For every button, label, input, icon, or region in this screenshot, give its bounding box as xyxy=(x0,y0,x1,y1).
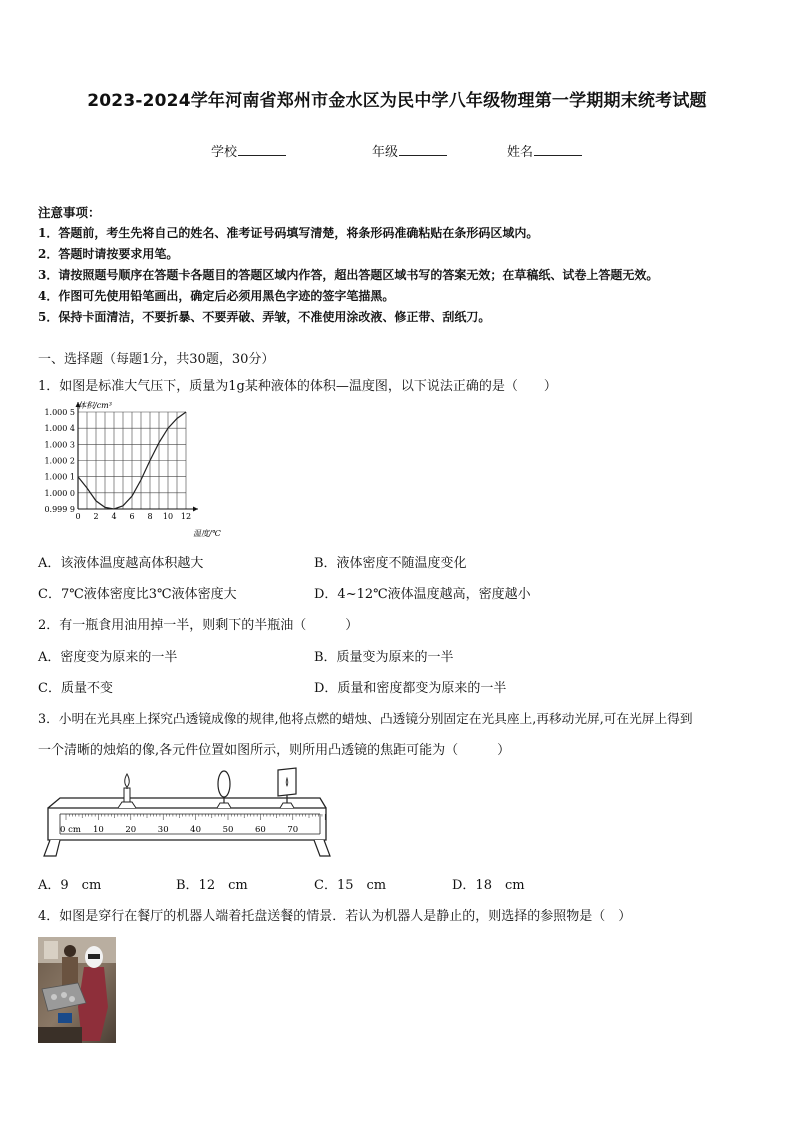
note-item: 3．请按照题号顺序在答题卡各题目的答题区域内作答，超出答题区域书写的答案无效；在草稿纸、试卷上答题无效。 xyxy=(38,268,659,282)
x-tick-label: 2 xyxy=(93,512,99,521)
name-label: 姓名 xyxy=(507,145,534,160)
grade-blank xyxy=(399,143,447,156)
q1-option-a[interactable]: A．该液体温度越高体积越大 xyxy=(38,556,204,571)
bench-scale-label: 70 xyxy=(287,825,299,835)
y-tick-label: 1.000 3 xyxy=(44,440,75,450)
x-tick-label: 12 xyxy=(180,512,192,521)
q3-option-a[interactable]: A．9 cm xyxy=(38,878,102,893)
y-tick-label: 1.000 4 xyxy=(44,424,75,434)
y-tick-label: 1.000 1 xyxy=(44,472,75,482)
q3-option-b[interactable]: B．12 cm xyxy=(176,878,248,893)
x-tick-label: 0 xyxy=(75,512,81,521)
bench-scale-label: 10 xyxy=(92,825,104,835)
q1-option-c[interactable]: C．7℃液体密度比3℃液体密度大 xyxy=(38,587,237,602)
y-tick-label: 1.000 2 xyxy=(44,456,75,466)
page-title: 2023-2024学年河南省郑州市金水区为民中学八年级物理第一学期期末统考试题 xyxy=(87,91,707,111)
x-tick-label: 8 xyxy=(147,512,153,521)
note-item: 4．作图可先使用铅笔画出，确定后必须用黑色字迹的签字笔描黑。 xyxy=(38,289,395,303)
x-tick-label: 4 xyxy=(111,512,117,521)
x-axis-label: 温度/℃ xyxy=(193,529,221,538)
note-item: 5．保持卡面清洁，不要折暴、不要弄破、弄皱，不准使用涂改液、修正带、刮纸刀。 xyxy=(38,310,491,324)
q2-option-b[interactable]: B．质量变为原来的一半 xyxy=(314,650,454,665)
y-axis-label: 体积/cm³ xyxy=(78,401,112,410)
grade-label: 年级 xyxy=(372,145,399,160)
x-tick-labels xyxy=(75,512,191,521)
optical-bench-figure xyxy=(38,766,338,862)
light-screen-icon xyxy=(278,768,296,808)
notes-heading: 注意事项： xyxy=(38,205,101,220)
x-tick-label: 10 xyxy=(162,512,174,521)
x-axis-arrow xyxy=(193,507,198,512)
q3-option-c[interactable]: C．15 cm xyxy=(314,878,387,893)
q3-option-d[interactable]: D．18 cm xyxy=(452,878,525,893)
question-3-stem-line1: 3．小明在光具座上探究凸透镜成像的规律,他将点燃的蜡烛、凸透镜分别固定在光具座上,再移动光屏,可在光屏上得到 xyxy=(38,711,693,726)
q2-option-a[interactable]: A．密度变为原来的一半 xyxy=(38,650,178,665)
y-tick-label: 1.000 5 xyxy=(44,408,75,417)
school-blank xyxy=(238,143,286,156)
y-tick-labels xyxy=(44,408,75,514)
q2-option-d[interactable]: D．质量和密度都变为原来的一半 xyxy=(314,681,507,696)
bench-scale-label: 60 xyxy=(254,825,266,835)
section-heading: 一、选择题（每题1分，共30题，30分） xyxy=(38,352,275,367)
candle-icon xyxy=(118,774,136,808)
bench-scale-label: 20 xyxy=(125,825,137,835)
y-tick-label: 0.999 9 xyxy=(44,505,75,514)
bench-scale-label: 30 xyxy=(157,825,169,835)
bench-body xyxy=(48,808,326,840)
note-item: 1．答题前，考生先将自己的姓名、准考证号码填写清楚，将条形码准确粘贴在条形码区域内。 xyxy=(38,226,539,240)
question-1-stem: 1．如图是标准大气压下，质量为1g某种液体的体积—温度图，以下说法正确的是（ ） xyxy=(38,379,557,394)
q1-option-d[interactable]: D．4~12℃液体温度越高，密度越小 xyxy=(314,587,531,602)
bench-scale-label: 40 xyxy=(190,825,202,835)
school-field xyxy=(211,141,286,160)
bench-scale-label: 0 cm xyxy=(60,825,81,835)
note-item: 2．答题时请按要求用笔。 xyxy=(38,247,179,261)
volume-temperature-chart xyxy=(38,396,238,542)
x-tick-label: 6 xyxy=(129,512,135,521)
q1-option-b[interactable]: B．液体密度不随温度变化 xyxy=(314,556,467,571)
restaurant-robot-photo xyxy=(38,937,116,1043)
bench-left-leg xyxy=(44,840,60,856)
question-3-stem-line2: 一个清晰的烛焰的像,各元件位置如图所示，则所用凸透镜的焦距可能为（ ） xyxy=(38,743,511,758)
bench-right-leg xyxy=(314,840,330,856)
grade-field xyxy=(372,141,447,160)
name-blank xyxy=(534,143,582,156)
y-tick-label: 1.000 0 xyxy=(44,488,75,498)
question-2-stem: 2．有一瓶食用油用掉一半，则剩下的半瓶油（ ） xyxy=(38,618,359,633)
bench-scale-label: 50 xyxy=(222,825,234,835)
school-label: 学校 xyxy=(211,145,238,160)
chart-axes xyxy=(76,402,199,512)
question-4-stem: 4．如图是穿行在餐厅的机器人端着托盘送餐的情景．若认为机器人是静止的，则选择的参照物是（ ） xyxy=(38,909,632,924)
q2-option-c[interactable]: C．质量不变 xyxy=(38,681,113,696)
convex-lens-icon xyxy=(217,771,231,808)
name-field xyxy=(507,141,582,160)
